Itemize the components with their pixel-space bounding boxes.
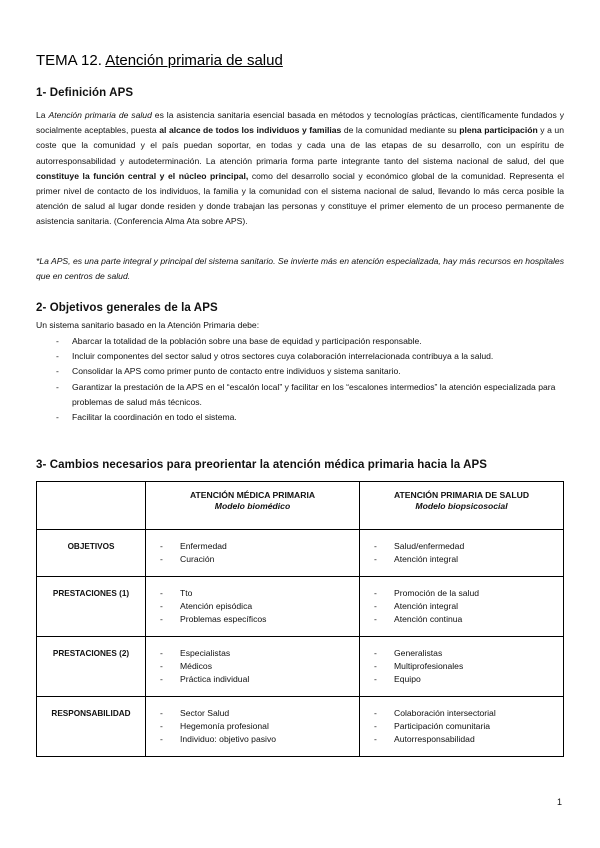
section-1-heading: 1- Definición APS [36, 87, 134, 99]
list-item: - Incluir componentes del sector salud y otros sectores cuya colaboración interrelacionada contribuya a la salud. [36, 349, 564, 364]
p-text: de la comunidad mediante su [341, 125, 460, 136]
cell-item: - Atención episódica [146, 600, 359, 613]
p-text: Atención primaria de salud [48, 110, 152, 120]
cell-item: - Equipo [360, 673, 563, 686]
cell-item: - Salud/enfermedad [360, 540, 563, 553]
page-title [36, 52, 283, 69]
col-header-amp [146, 482, 360, 530]
title-prefix: TEMA 12. [36, 52, 102, 69]
col-subtitle: Modelo biopsicosocial [415, 501, 508, 511]
cell-item: - Autorresponsabilidad [360, 733, 563, 746]
cell-item: - Atención integral [360, 553, 563, 566]
table-cell [360, 530, 564, 577]
row-label: RESPONSABILIDAD [37, 697, 146, 757]
aps-note: *La APS, es una parte integral y principal del sistema sanitario. Se invierte más en atención especializada, hay más recursos en hospitales que en centros de salud. [36, 256, 565, 282]
cell-item: - Especialistas [146, 647, 359, 660]
col-title: ATENCIÓN MÉDICA PRIMARIA [189, 490, 316, 500]
cell-item: - Participación comunitaria [360, 720, 563, 733]
p-text: y a un coste que la comunidad y el país puedan soportar, en todas y cada una de las etapas de su desarrollo, con un espíritu de autorresponsabilidad y autodeterminación. La atención primaria forma parte integrante tanto del sistema nacional de salud, del que [36, 125, 564, 166]
p-bold: al alcance de todos los individuos y familias [159, 125, 342, 136]
table-row [37, 637, 564, 697]
comparison-table [36, 481, 564, 757]
cell-item: - Médicos [146, 660, 359, 673]
cell-item: - Generalistas [360, 647, 563, 660]
table-cell [360, 637, 564, 697]
objectives-list [36, 334, 564, 425]
col-header-aps [360, 482, 564, 530]
list-item: - Abarcar la totalidad de la población sobre una base de equidad y participación responsable. [36, 334, 564, 349]
cell-item: - Individuo: objetivo pasivo [146, 733, 359, 746]
table-row [37, 530, 564, 577]
list-item: - Facilitar la coordinación en todo el sistema. [36, 410, 564, 425]
table-header-row [37, 482, 564, 530]
cell-item: - Sector Salud [146, 707, 359, 720]
page-number: 1 [557, 797, 563, 807]
cell-item: - Enfermedad [146, 540, 359, 553]
row-label: PRESTACIONES (1) [37, 577, 146, 637]
table-cell [360, 577, 564, 637]
p-text: La [36, 110, 49, 120]
table-cell [146, 577, 360, 637]
row-label: PRESTACIONES (2) [37, 637, 146, 697]
section-3-heading: 3- Cambios necesarios para preorientar la atención médica primaria hacia la APS [36, 459, 488, 471]
cell-item: - Problemas específicos [146, 613, 359, 626]
table-corner-cell [37, 482, 146, 530]
p-bold: constituye la función central y el núcleo principal, [36, 170, 249, 181]
cell-item: - Curación [146, 553, 359, 566]
table-cell [146, 530, 360, 577]
cell-item: - Atención continua [360, 613, 563, 626]
table-cell [146, 637, 360, 697]
objectives-intro: Un sistema sanitario basado en la Atención Primaria debe: [36, 320, 260, 330]
cell-item: - Práctica individual [146, 673, 359, 686]
col-subtitle: Modelo biomédico [214, 501, 291, 511]
cell-item: - Tto [146, 587, 359, 600]
table-row [37, 697, 564, 757]
cell-item: - Atención integral [360, 600, 563, 613]
cell-item: - Colaboración intersectorial [360, 707, 563, 720]
title-main: Atención primaria de salud [105, 52, 283, 69]
cell-item: - Multiprofesionales [360, 660, 563, 673]
section-2-heading: 2- Objetivos generales de la APS [36, 302, 218, 314]
col-title: ATENCIÓN PRIMARIA DE SALUD [393, 490, 530, 500]
definition-paragraph [36, 108, 564, 230]
list-item: - Consolidar la APS como primer punto de contacto entre individuos y sistema sanitario. [36, 364, 564, 379]
table-cell [360, 697, 564, 757]
cell-item: - Promoción de la salud [360, 587, 563, 600]
table-cell [146, 697, 360, 757]
p-bold: plena participación [459, 125, 538, 136]
p-text: como del desarrollo social y económico global de la comunidad. Representa el primer nivel de contacto de los individuos, la familia y la comunidad con el sistema nacional de salud, llevando lo más cerca posible la atención de salud al lugar donde residen y donde trabajan las personas y constituye el primer elemento de un proceso permanente de asistencia sanitaria. (Conferencia Alma Ata sobre APS). [36, 170, 564, 227]
cell-item: - Hegemonía profesional [146, 720, 359, 733]
table-row [37, 577, 564, 637]
p-text: es la asistencia sanitaria esencial basada en métodos y tecnologías prácticas, científicamente fundados y socialmente aceptables, puesta [36, 110, 564, 136]
row-label: OBJETIVOS [37, 530, 146, 577]
list-item: - Garantizar la prestación de la APS en el “escalón local” y facilitar en los “escalones intermedios” la atención especializada para problemas de salud más técnicos. [36, 380, 564, 410]
